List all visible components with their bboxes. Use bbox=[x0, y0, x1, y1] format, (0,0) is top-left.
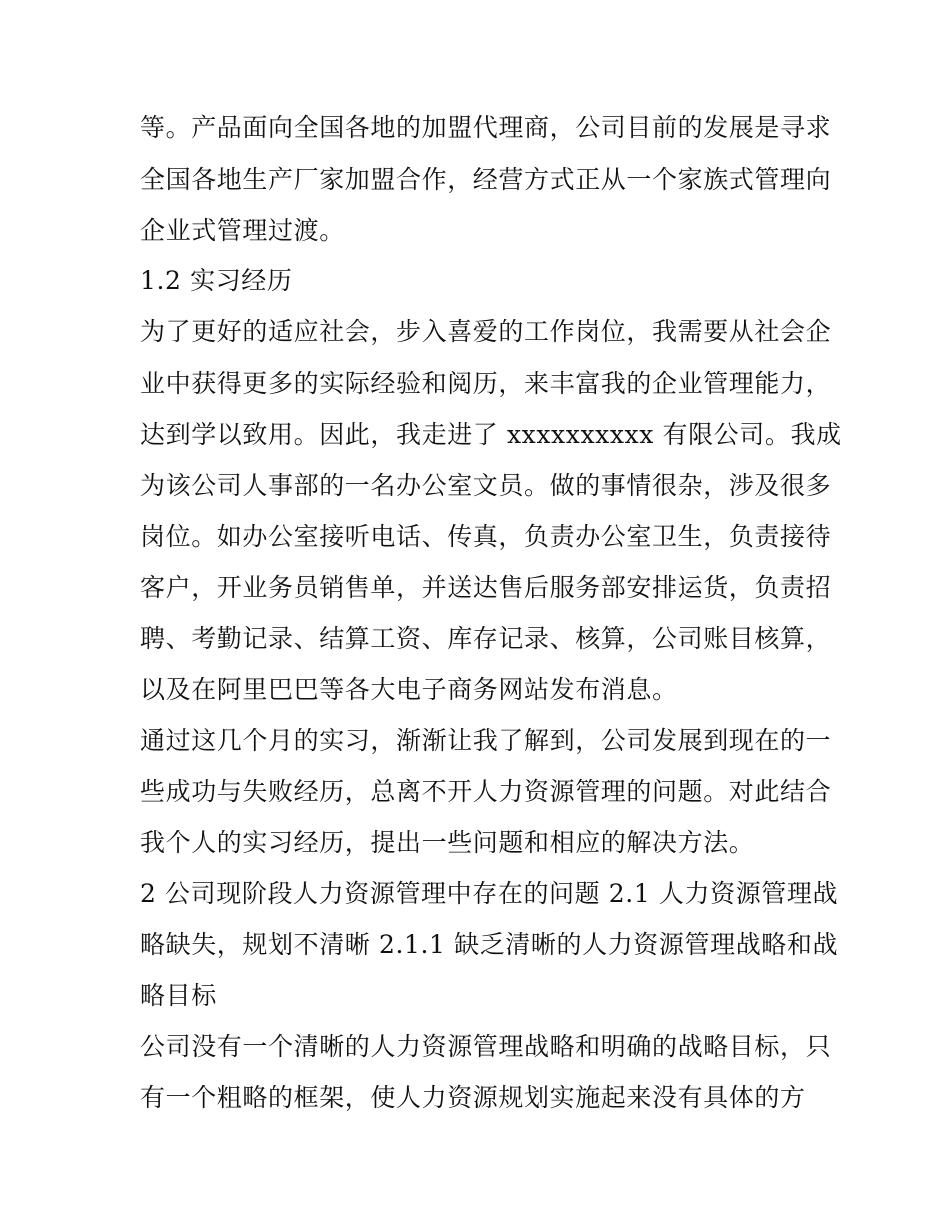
text-line: 等。产品面向全国各地的加盟代理商，公司目前的发展是寻求 bbox=[140, 113, 832, 142]
section-heading: 略缺失，规划不清晰 2.1.1 缺乏清晰的人力资源管理战略和战 bbox=[140, 930, 839, 959]
text-line: 我个人的实习经历，提出一些问题和相应的解决方法。 bbox=[140, 828, 755, 857]
text-line: 为了更好的适应社会，步入喜爱的工作岗位，我需要从社会企 bbox=[140, 317, 832, 346]
text-line: 有一个粗略的框架，使人力资源规划实施起来没有具体的方 bbox=[140, 1083, 806, 1112]
text-line: 客户，开业务员销售单，并送达售后服务部安排运货，负责招 bbox=[140, 573, 832, 602]
text-line: 通过这几个月的实习，渐渐让我了解到，公司发展到现在的一 bbox=[140, 726, 832, 755]
text-line: 公司没有一个清晰的人力资源管理战略和明确的战略目标，只 bbox=[140, 1032, 832, 1061]
text-line: 业中获得更多的实际经验和阅历，来丰富我的企业管理能力， bbox=[140, 369, 832, 398]
text-line: 以及在阿里巴巴等各大电子商务网站发布消息。 bbox=[140, 675, 678, 704]
section-heading: 略目标 bbox=[140, 981, 217, 1010]
text-line: 岗位。如办公室接听电话、传真，负责办公室卫生，负责接待 bbox=[140, 522, 832, 551]
text-line: 聘、考勤记录、结算工资、库存记录、核算，公司账目核算， bbox=[140, 624, 832, 653]
section-heading: 1.2 实习经历 bbox=[140, 266, 293, 295]
text-line: 达到学以致用。因此，我走进了 xxxxxxxxxx 有限公司。我成 bbox=[140, 420, 842, 449]
section-heading: 2 公司现阶段人力资源管理中存在的问题 2.1 人力资源管理战 bbox=[140, 879, 839, 908]
text-line: 为该公司人事部的一名办公室文员。做的事情很杂，涉及很多 bbox=[140, 471, 832, 500]
text-line: 企业式管理过渡。 bbox=[140, 216, 345, 245]
text-line: 全国各地生产厂家加盟合作，经营方式正从一个家族式管理向 bbox=[140, 165, 832, 194]
text-line: 些成功与失败经历，总离不开人力资源管理的问题。对此结合 bbox=[140, 777, 832, 806]
